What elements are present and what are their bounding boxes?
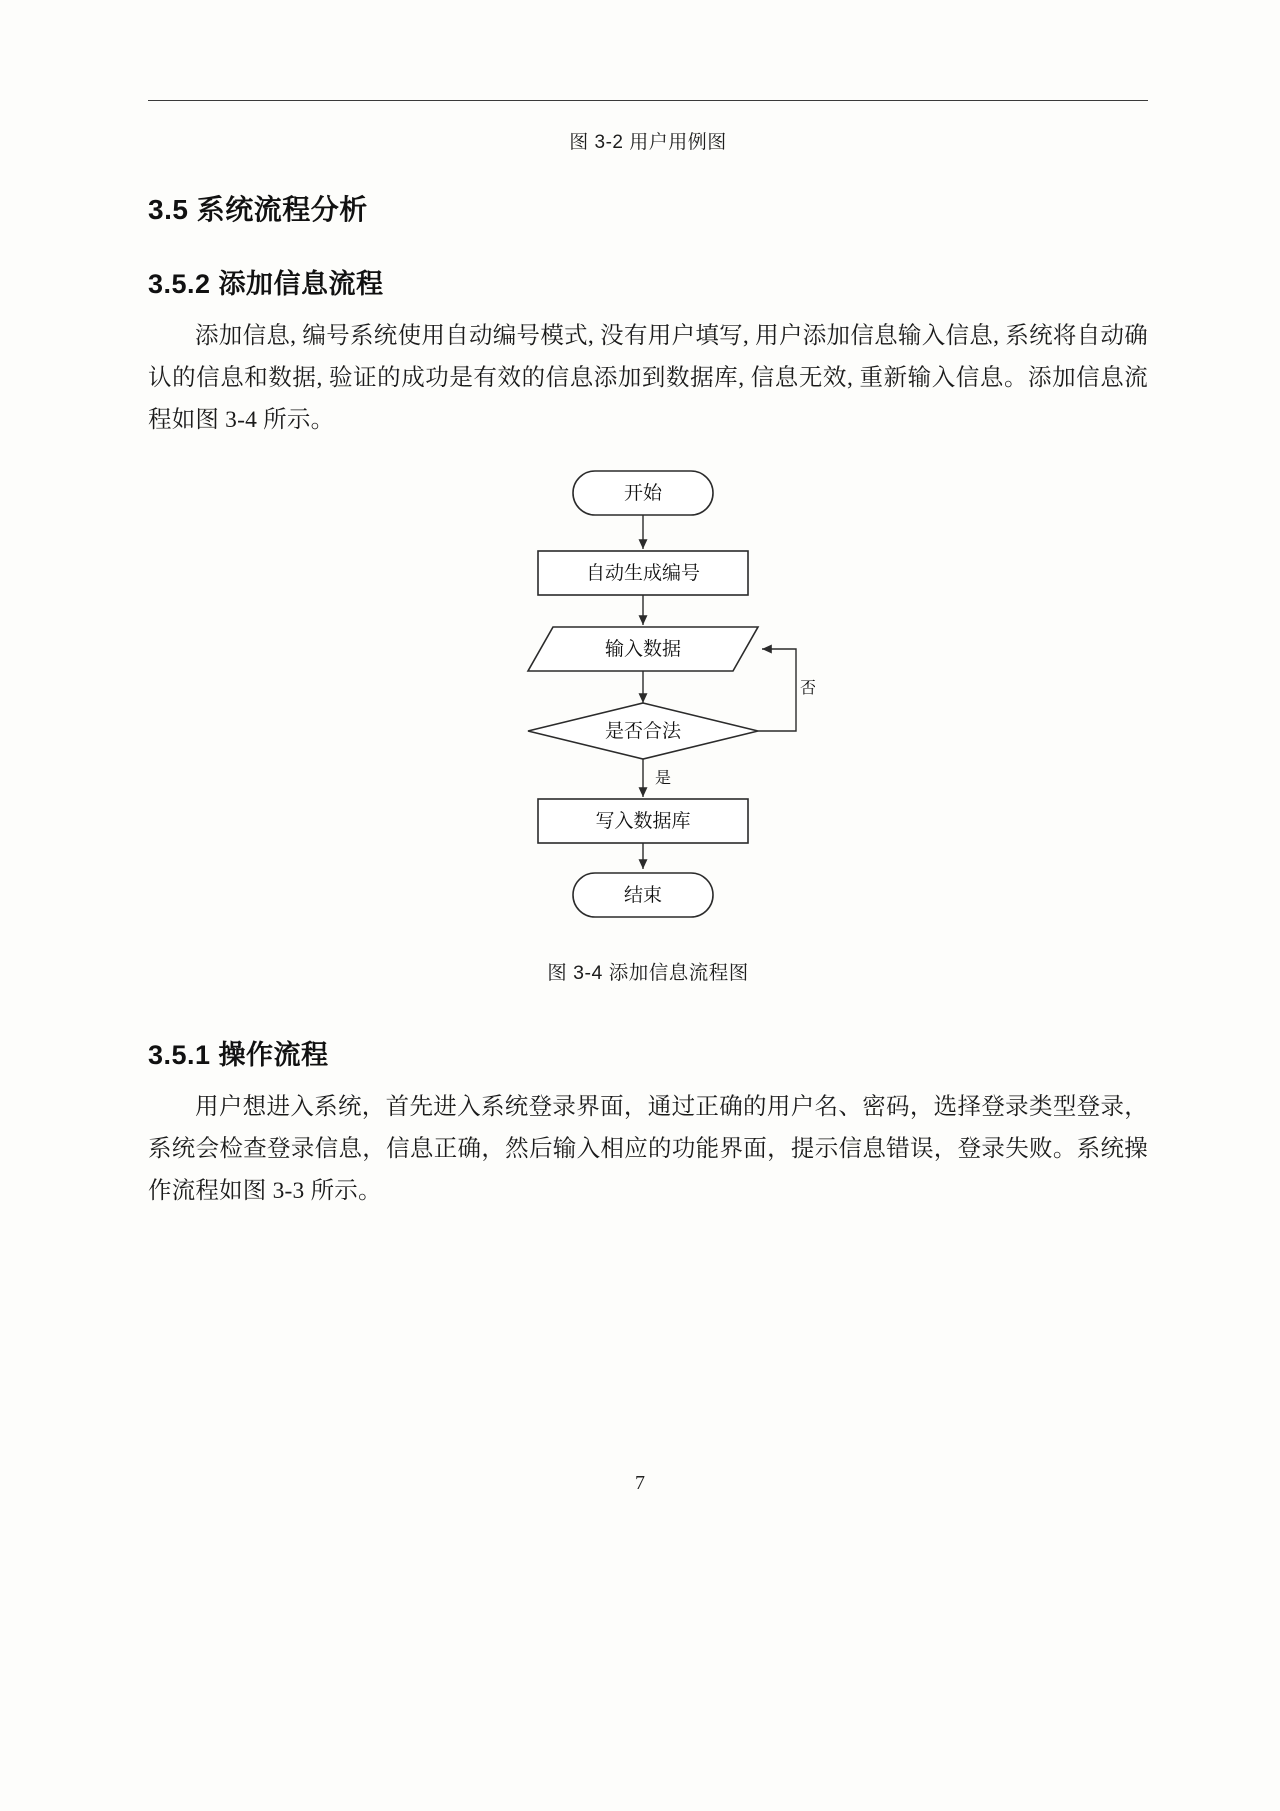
figure-caption-flow: 图 3-4 添加信息流程图 bbox=[547, 962, 749, 984]
flowchart-figure bbox=[148, 463, 1148, 906]
subsection-heading-add-info: 3.5.2 添加信息流程 bbox=[148, 269, 384, 299]
node-input-data-label: 输入数据 bbox=[604, 639, 682, 660]
edge-no-loop bbox=[758, 649, 796, 731]
page-number: 7 bbox=[635, 1472, 645, 1494]
figure-caption-top: 图 3-2 用户用例图 bbox=[569, 132, 727, 153]
paragraph-add-info: 添加信息, 编号系统使用自动编号模式, 没有用户填写, 用户添加信息输入信息, 系统将自动确认的信息和数据, 验证的成功是有效的信息添加到数据库, 信息无效, 重新输入信息。添加信息流程如图 3-4 所示。 bbox=[148, 323, 1148, 433]
page-content bbox=[148, 100, 1148, 1212]
node-auto-number-label: 自动生成编号 bbox=[585, 563, 701, 584]
subsection-heading-operation: 3.5.1 操作流程 bbox=[148, 1040, 329, 1070]
edge-label-yes: 是 bbox=[655, 770, 672, 787]
node-start-label: 开始 bbox=[623, 483, 663, 504]
section-heading: 3.5 系统流程分析 bbox=[148, 194, 368, 225]
flowchart-end-svg bbox=[148, 869, 1148, 925]
node-write-db-label: 写入数据库 bbox=[595, 811, 691, 832]
node-end-label: 结束 bbox=[623, 885, 663, 906]
edge-label-no: 否 bbox=[799, 680, 817, 697]
paragraph-operation: 用户想进入系统，首先进入系统登录界面，通过正确的用户名、密码，选择登录类型登录，系统会检查登录信息，信息正确，然后输入相应的功能界面，提示信息错误，登录失败。系统操作流程如图 3-3 所示。 bbox=[148, 1094, 1148, 1204]
flowchart-svg bbox=[148, 463, 1148, 883]
node-decision-label: 是否合法 bbox=[604, 721, 682, 742]
header-rule bbox=[148, 100, 1148, 101]
